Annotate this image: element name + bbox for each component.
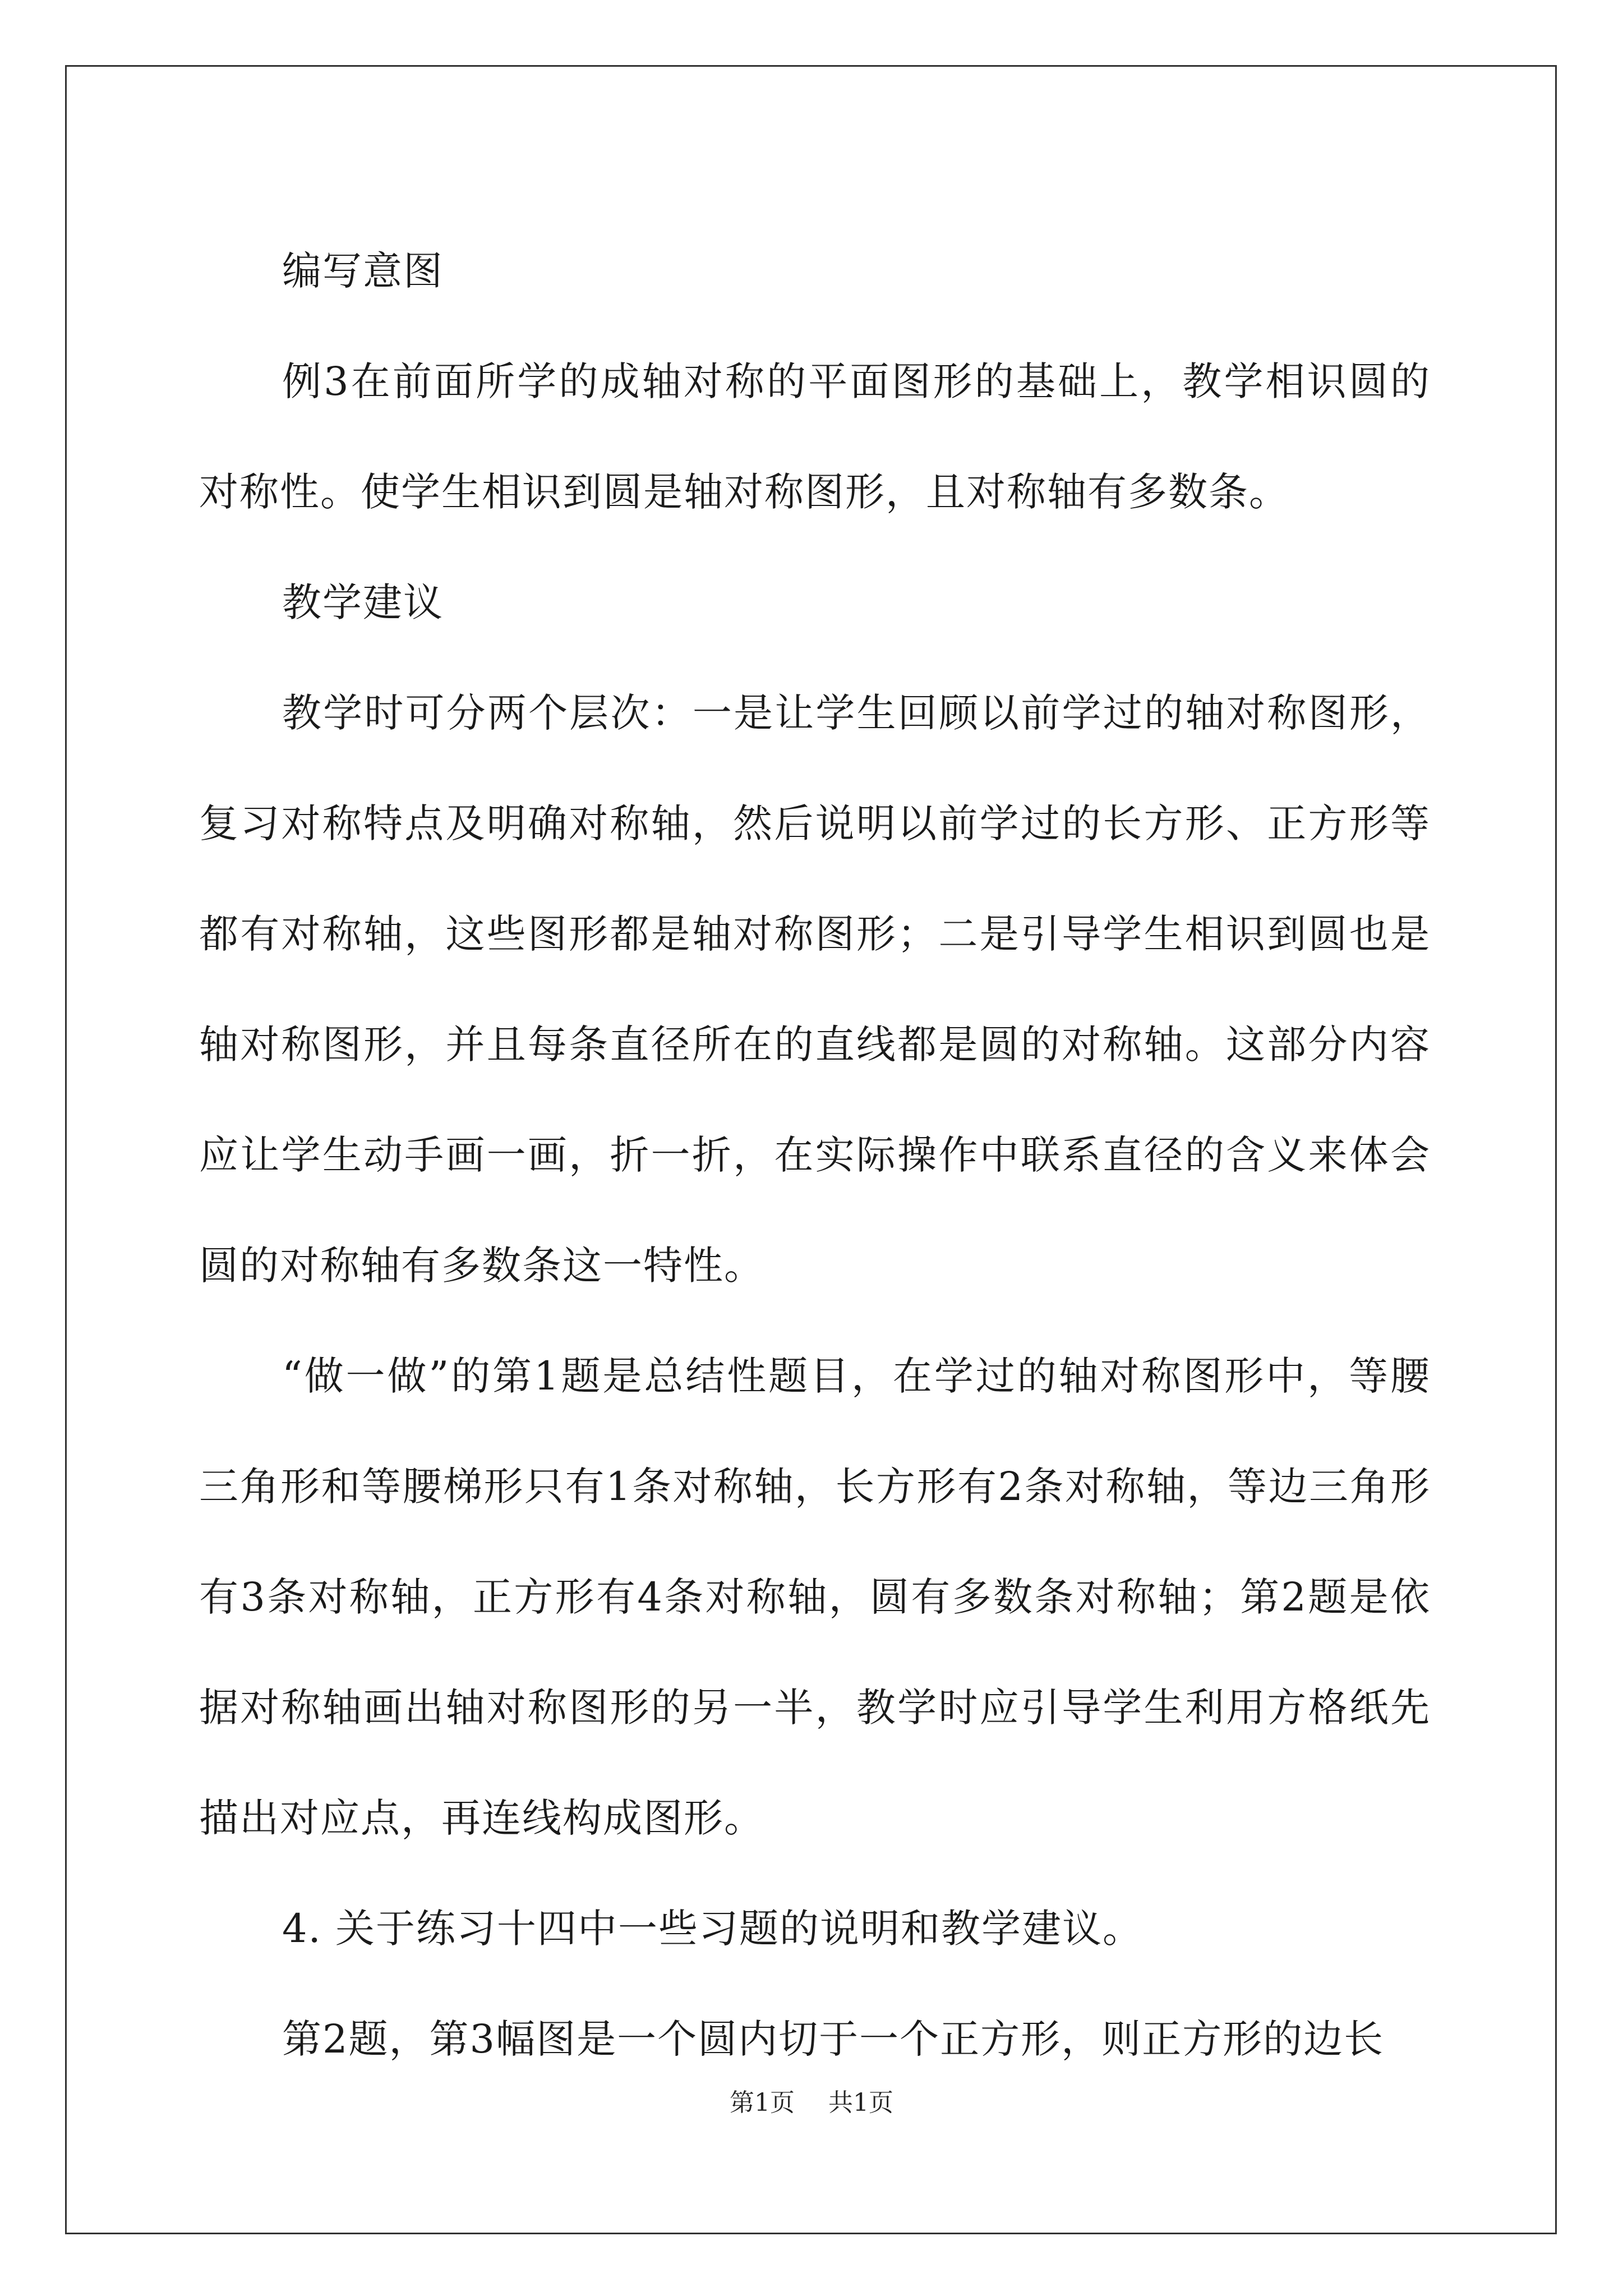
page-footer [0, 2082, 1623, 2118]
paragraph-exercise-14: 4. 关于练习十四中一些习题的说明和教学建议。 [282, 1906, 1144, 1952]
document-body [199, 216, 1431, 2095]
paragraph-do-it: “做一做”的第1题是总结性题目，在学过的轴对称图形中，等腰三角形和等腰梯形只有1条对称轴，长方形有2条对称轴，等边三角形有3条对称轴，正方形有4条对称轴，圆有多数条对称轴；第2题是依据对称轴画出轴对称图形的另一半，教学时应引导学生利用方格纸先描出对应点，再连线构成图形。 [199, 1353, 1431, 1841]
heading-writing-intent: 编写意图 [282, 248, 444, 294]
heading-teaching-suggestions: 教学建议 [282, 579, 444, 625]
paragraph-example-3: 例3在前面所学的成轴对称的平面图形的基础上，教学相识圆的对称性。使学生相识到圆是轴对称图形，且对称轴有多数条。 [199, 358, 1431, 515]
paragraph-teaching-levels: 教学时可分两个层次：一是让学生回顾以前学过的轴对称图形，复习对称特点及明确对称轴，然后说明以前学过的长方形、正方形等都有对称轴，这些图形都是轴对称图形；二是引导学生相识到圆也是轴对称图形，并且每条直径所在的直线都是圆的对称轴。这部分内容应让学生动手画一画，折一折，在实际操作中联系直径的含义来体会圆的对称轴有多数条这一特性。 [199, 690, 1431, 1289]
page-total: 共1页 [828, 2088, 893, 2117]
page-number: 第1页 [730, 2088, 795, 2117]
paragraph-question-2: 第2题，第3幅图是一个圆内切于一个正方形，则正方形的边长 [282, 2016, 1385, 2062]
